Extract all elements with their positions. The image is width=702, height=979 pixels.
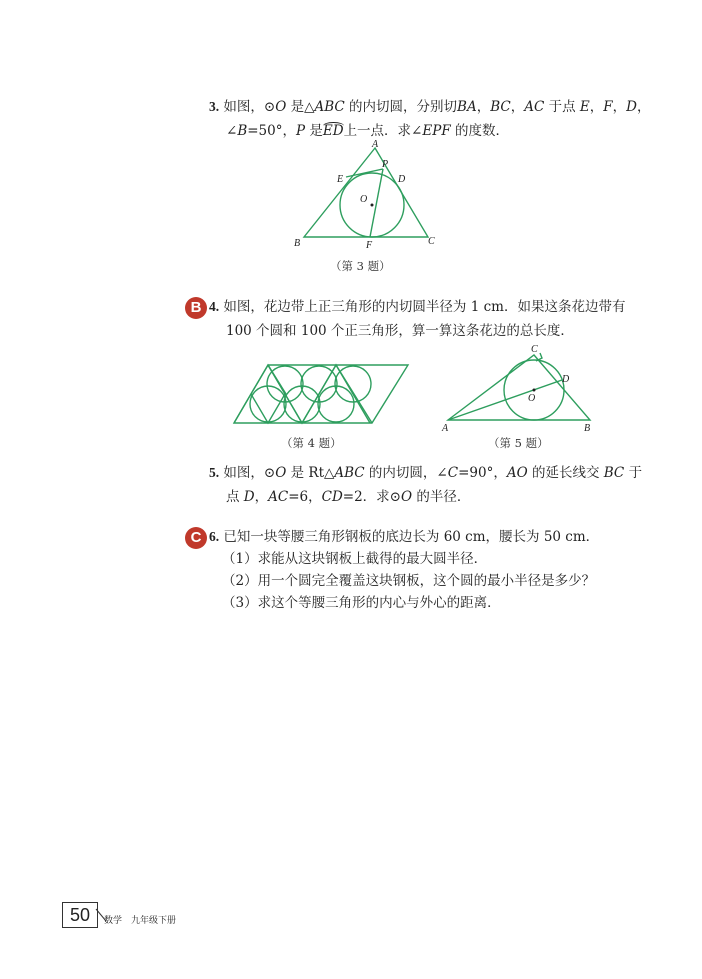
text: D [243,489,255,505]
label-b: B [294,238,301,249]
text: ABC [314,99,345,115]
caption-fig-5: （第 5 题） [488,436,549,450]
label-a: A [372,139,379,150]
text: 如图，⊙ [223,465,276,481]
problem-6-sub-2: （2）用一个圆完全覆盖这块钢板，这个圆的最小半径是多少？ [222,573,596,589]
problem-5-line-2 [226,486,470,508]
text: 如图，⊙ [223,99,276,115]
segment-pf [370,169,383,237]
label-c: C [531,345,538,355]
figure-5-diagram [440,345,600,435]
text: ， [612,99,627,115]
label-d: D [398,174,406,185]
problem-5-line-1 [209,462,642,484]
text: ， [476,99,491,115]
text: EPF [422,123,451,139]
book-title: 数学 九年级下册 [104,915,177,925]
text: P [295,123,306,139]
text: 已知一块等腰三角形钢板的底边长为 60 cm，腰长为 50 cm． [223,529,600,545]
label-b: B [584,423,591,434]
text: ， [589,99,604,115]
text: ∠ [226,123,238,139]
text: AC [524,99,545,115]
problem-4-line-2 [226,320,574,342]
caption-fig-4: （第 4 题） [281,436,342,450]
text: F [603,99,613,115]
text: BA [457,99,477,115]
text: AC [268,489,289,505]
label-f: F [366,240,373,250]
problem-6-number: 6. [209,529,220,544]
text: CD [321,489,343,505]
text: 是 [309,123,323,139]
level-badge-b: B [185,297,207,319]
text: 点 [226,489,240,505]
figure-3-diagram [290,138,450,250]
label-p: P [382,159,389,170]
text: O [275,465,287,481]
text: 100 个圆和 100 个正三角形，算一算这条花边的总长度． [226,323,574,339]
text: 的延长线交 [531,465,600,481]
page-number: 50 [62,902,98,928]
problem-6-sub-3: （3）求这个等腰三角形的内心与外心的距离． [222,595,501,611]
text: =2．求⊙ [342,489,401,505]
text: 上一点．求∠ [343,123,423,139]
triangle-edges [234,365,370,423]
text: E [579,99,590,115]
triangle-abc [304,148,428,237]
label-o: O [528,393,536,404]
arc-ed: ED [322,123,344,139]
text: ， [510,99,525,115]
problem-6-line-1 [209,526,599,548]
triangle-edges-3 [251,394,285,423]
problem-6-sub-1: （1）求能从这块钢板上截得的最大圆半径． [222,551,488,567]
text: B [237,123,248,139]
problem-5-number: 5. [209,465,220,480]
text: 的度数． [454,123,509,139]
text: O [275,99,287,115]
text: 如图，花边带上正三角形的内切圆半径为 1 cm．如果这条花边带有 [223,299,626,315]
label-a: A [442,423,449,434]
text: 的内切圆，分别切 [349,99,458,115]
problem-3-line-1 [209,96,650,118]
center-dot [371,204,374,207]
text: =50°， [247,123,296,139]
segment-ad [448,380,562,420]
text: AO [506,465,528,481]
figure-4-diagram [232,362,410,426]
text: D [626,99,637,115]
text: BC [603,465,625,481]
text: O [401,489,413,505]
text: 于 [628,465,643,481]
text: ， [254,489,269,505]
text: BC [490,99,511,115]
problem-3-number: 3. [209,99,220,114]
text: ， [636,99,651,115]
label-e: E [337,174,344,185]
text: 的内切圆，∠ [368,465,448,481]
problem-4-number: 4. [209,299,220,314]
text: 是△ [290,99,315,115]
label-o: O [360,194,368,205]
label-d: D [562,374,570,385]
label-c: C [428,236,435,247]
text: ABC [334,465,365,481]
text: =90°， [458,465,507,481]
text: =6， [288,489,322,505]
caption-fig-3: （第 3 题） [330,259,391,273]
text: 于点 [548,99,576,115]
problem-4-line-1 [209,296,625,318]
center-dot [533,389,536,392]
text: 是 Rt△ [290,465,335,481]
text: C [447,465,459,481]
level-badge-c: C [185,527,207,549]
text: 的半径． [416,489,471,505]
